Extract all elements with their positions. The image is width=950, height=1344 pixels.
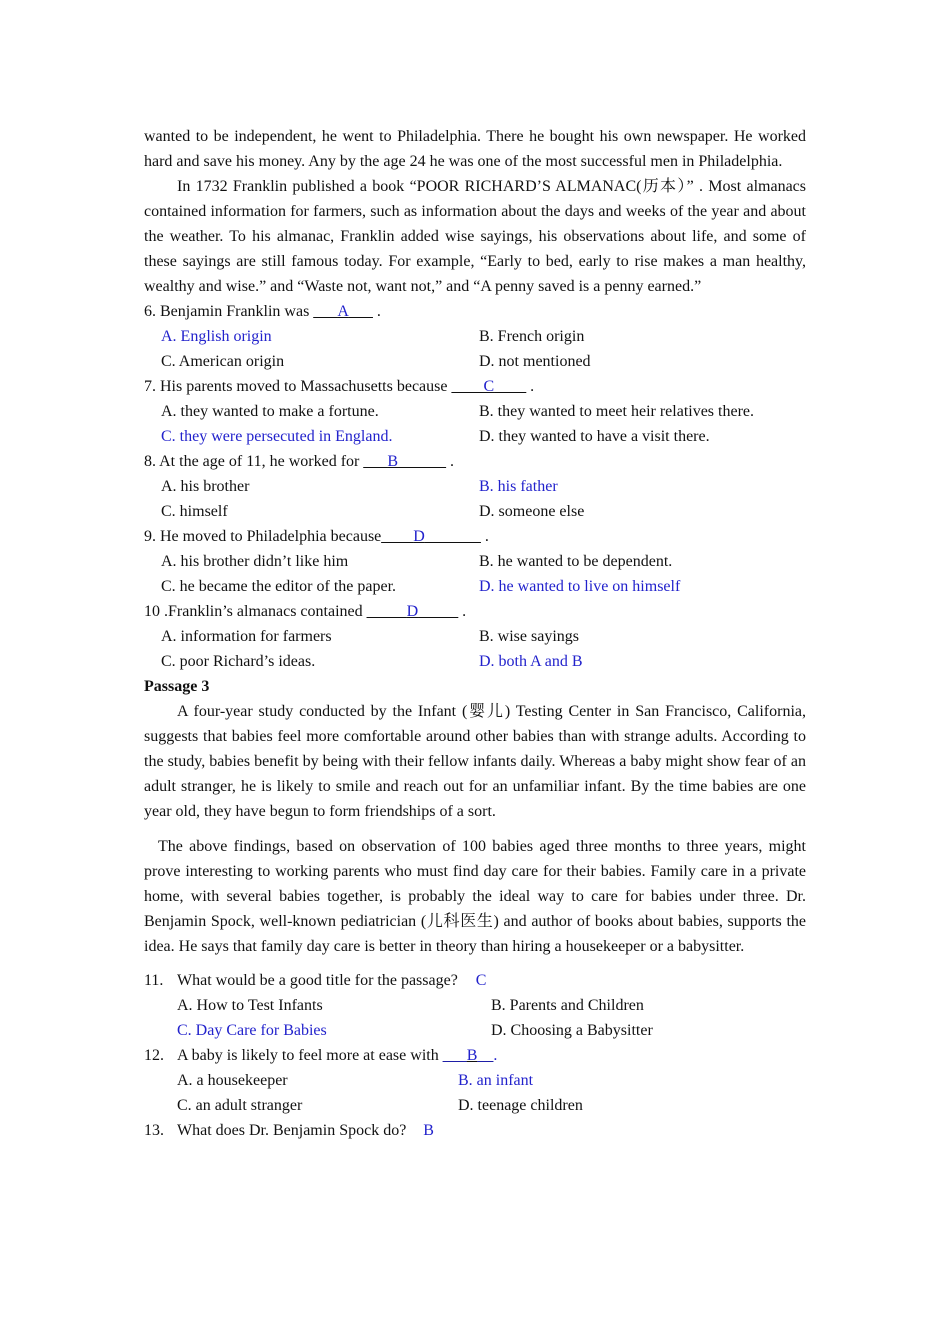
option-b: B. he wanted to be dependent. — [479, 553, 673, 570]
answer-7: C — [483, 378, 495, 395]
question-8: 8. At the age of 11, he worked for ___B______ . — [144, 453, 455, 470]
question-11: 11. What would be a good title for the passage? C — [144, 972, 487, 989]
option-b: B. wise sayings — [479, 628, 579, 645]
options-row — [144, 499, 806, 524]
answer-13: B — [423, 1122, 434, 1139]
answer-10: D — [406, 603, 419, 620]
options-row — [144, 549, 806, 574]
options-row — [144, 474, 806, 499]
option-b: B. they wanted to meet heir relatives there. — [479, 403, 755, 420]
option-d: D. Choosing a Babysitter — [491, 1022, 653, 1039]
option-d: D. not mentioned — [479, 353, 591, 370]
options-row — [144, 1093, 806, 1118]
options-row — [144, 993, 806, 1018]
question-7: 7. His parents moved to Massachusetts because ____C____ . — [144, 378, 535, 395]
option-a: A. How to Test Infants — [177, 997, 323, 1014]
options-row — [144, 574, 806, 599]
option-b: B. Parents and Children — [491, 997, 644, 1014]
options-row — [144, 324, 806, 349]
option-c: C. an adult stranger — [177, 1097, 303, 1114]
option-c: C. they were persecuted in England. — [161, 428, 393, 445]
option-c: C. himself — [161, 503, 228, 520]
answer-8: B — [387, 453, 399, 470]
paragraph-4: The above findings, based on observation of 100 babies aged three months to three years, might prove interesting to working parents who must find day care for their babies. Family care in a private home, with several babies together, is probably the ideal way to care for babies under three. Dr. Benjamin Spock, well-known pediatrician (儿科医生) and author of books about babies, supports the idea. He says that family day care is better in theory than hiring a housekeeper or a babysitter. — [144, 838, 806, 955]
option-d: D. both A and B — [479, 653, 583, 670]
options-row — [144, 624, 806, 649]
paragraph-1: wanted to be independent, he went to Philadelphia. There he bought his own newspaper. He worked hard and save his money. Any by the age 24 he was one of the most successful men in Philadelphia. — [144, 128, 806, 170]
option-d: D. he wanted to live on himself — [479, 578, 681, 595]
section-heading: Passage 3 — [144, 678, 210, 695]
options-row — [144, 1018, 806, 1043]
option-c: C. he became the editor of the paper. — [161, 578, 397, 595]
option-a: A. his brother didn’t like him — [161, 553, 349, 570]
option-b: B. an infant — [458, 1072, 534, 1089]
answer-6: A — [337, 303, 349, 320]
answer-11: C — [475, 972, 487, 989]
option-b: B. his father — [479, 478, 558, 495]
option-a: A. his brother — [161, 478, 250, 495]
option-d: D. they wanted to have a visit there. — [479, 428, 710, 445]
answer-12: B — [466, 1047, 478, 1064]
option-b: B. French origin — [479, 328, 585, 345]
document-page — [144, 124, 806, 1143]
question-12: 12. A baby is likely to feel more at ease with ___B__. — [144, 1047, 498, 1064]
paragraph-3: A four-year study conducted by the Infant (婴儿) Testing Center in San Francisco, California, suggests that babies feel more comfortable around other babies than with strange adults. According to the study, babies benefit by being with their fellow infants daily. Whereas a baby might show fear of an adult stranger, he is likely to smile and reach out for an unfamiliar infant. By the time babies are one year old, they have begun to form friendships of a sort. — [144, 703, 806, 820]
question-13: 13. What does Dr. Benjamin Spock do? B — [144, 1122, 434, 1139]
option-a: A. they wanted to make a fortune. — [161, 403, 379, 420]
question-6: 6. Benjamin Franklin was ___A___ . — [144, 303, 381, 320]
answer-9: D — [413, 528, 425, 545]
option-c: C. Day Care for Babies — [177, 1022, 327, 1039]
options-row — [144, 399, 806, 424]
option-d: D. someone else — [479, 503, 585, 520]
options-row — [144, 1068, 806, 1093]
options-row — [144, 649, 806, 674]
option-d: D. teenage children — [458, 1097, 583, 1114]
question-9: 9. He moved to Philadelphia because____D_______ . — [144, 528, 489, 545]
question-10: 10 .Franklin’s almanacs contained _____D_____ . — [144, 603, 467, 620]
options-row — [144, 424, 806, 449]
option-a: A. information for farmers — [161, 628, 332, 645]
option-c: C. poor Richard’s ideas. — [161, 653, 316, 670]
option-a: A. a housekeeper — [177, 1072, 288, 1089]
paragraph-2: In 1732 Franklin published a book “POOR RICHARD’S ALMANAC(历本）” . Most almanacs contained information for farmers, such as information about the days and weeks of the year and about the weather. To his almanac, Franklin added wise sayings, his observations about life, and some of these sayings are still famous today. For example, “Early to bed, early to rise makes a man healthy, wealthy and wise.” and “Waste not, want not,” and “A penny saved is a penny earned.” — [144, 178, 806, 295]
options-row — [144, 349, 806, 374]
option-a: A. English origin — [161, 328, 272, 345]
option-c: C. American origin — [161, 353, 285, 370]
